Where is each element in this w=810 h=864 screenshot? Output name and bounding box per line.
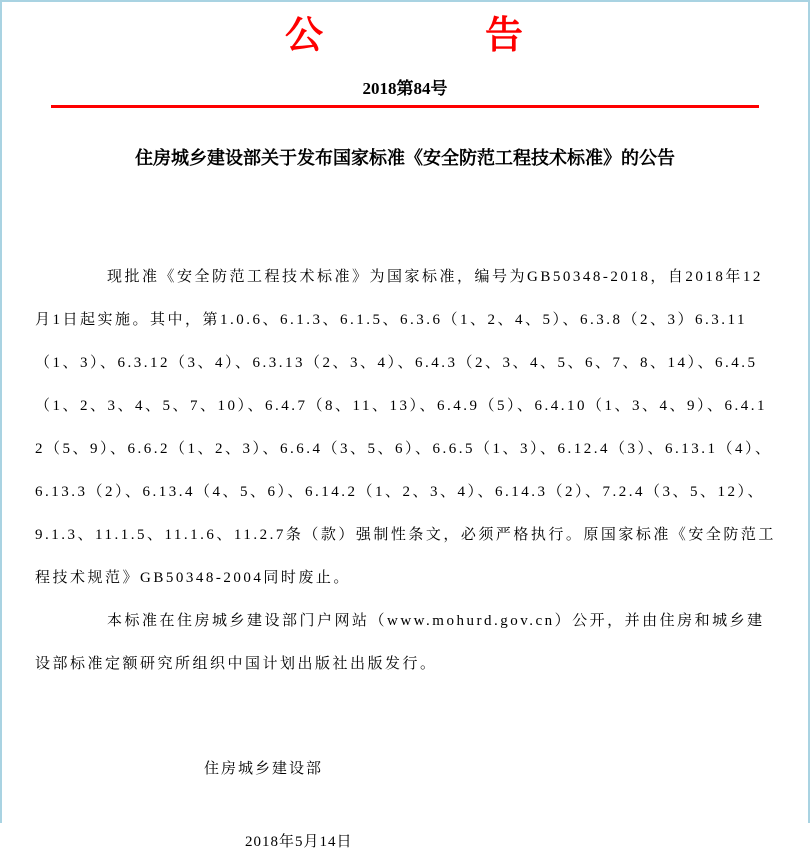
red-divider: [51, 105, 759, 108]
announcement-title: 公 告: [284, 15, 525, 57]
paragraph-publication: 本标准在住房城乡建设部门户网站（www.mohurd.gov.cn）公开，并由住房和城乡建设部标准定额研究所组织中国计划出版社出版发行。: [35, 613, 765, 672]
announcement-body: [35, 256, 776, 686]
doc-number: 2018第84号: [362, 79, 448, 98]
issue-date: 2018年5月14日: [245, 834, 353, 850]
paragraph-approval: 现批准《安全防范工程技术标准》为国家标准，编号为GB50348-2018，自2018年12月1日起实施。其中，第1.0.6、6.1.3、6.1.5、6.3.6（1、2、4、5）、6.3.8（2、3）6.3.11（1、3）、6.3.12（3、4）、6.3.13（2、3、4）、6.4.3（2、3、4、5、6、7、8、14）、6.4.5（1、2、3、4、5、7、10）、6.4.7（8、11、13）、6.4.9（5）、6.4.10（1、3、4、9）、6.4.12（5、9）、6.6.2（1、2、3）、6.6.4（3、5、6）、6.6.5（1、3）、6.12.4（3）、6.13.1（4）、6.13.3（2）、6.13.4（4、5、6）、6.14.2（1、2、3、4）、6.14.3（2）、7.2.4（3、5、12）、9.1.3、11.1.5、11.1.6、11.2.7条（款）强制性条文，必须严格执行。原国家标准《安全防范工程技术规范》GB50348-2004同时废止。: [35, 269, 776, 586]
announcement-heading: 住房城乡建设部关于发布国家标准《安全防范工程技术标准》的公告: [135, 148, 675, 168]
signature-issuer: 住房城乡建设部: [204, 761, 324, 777]
